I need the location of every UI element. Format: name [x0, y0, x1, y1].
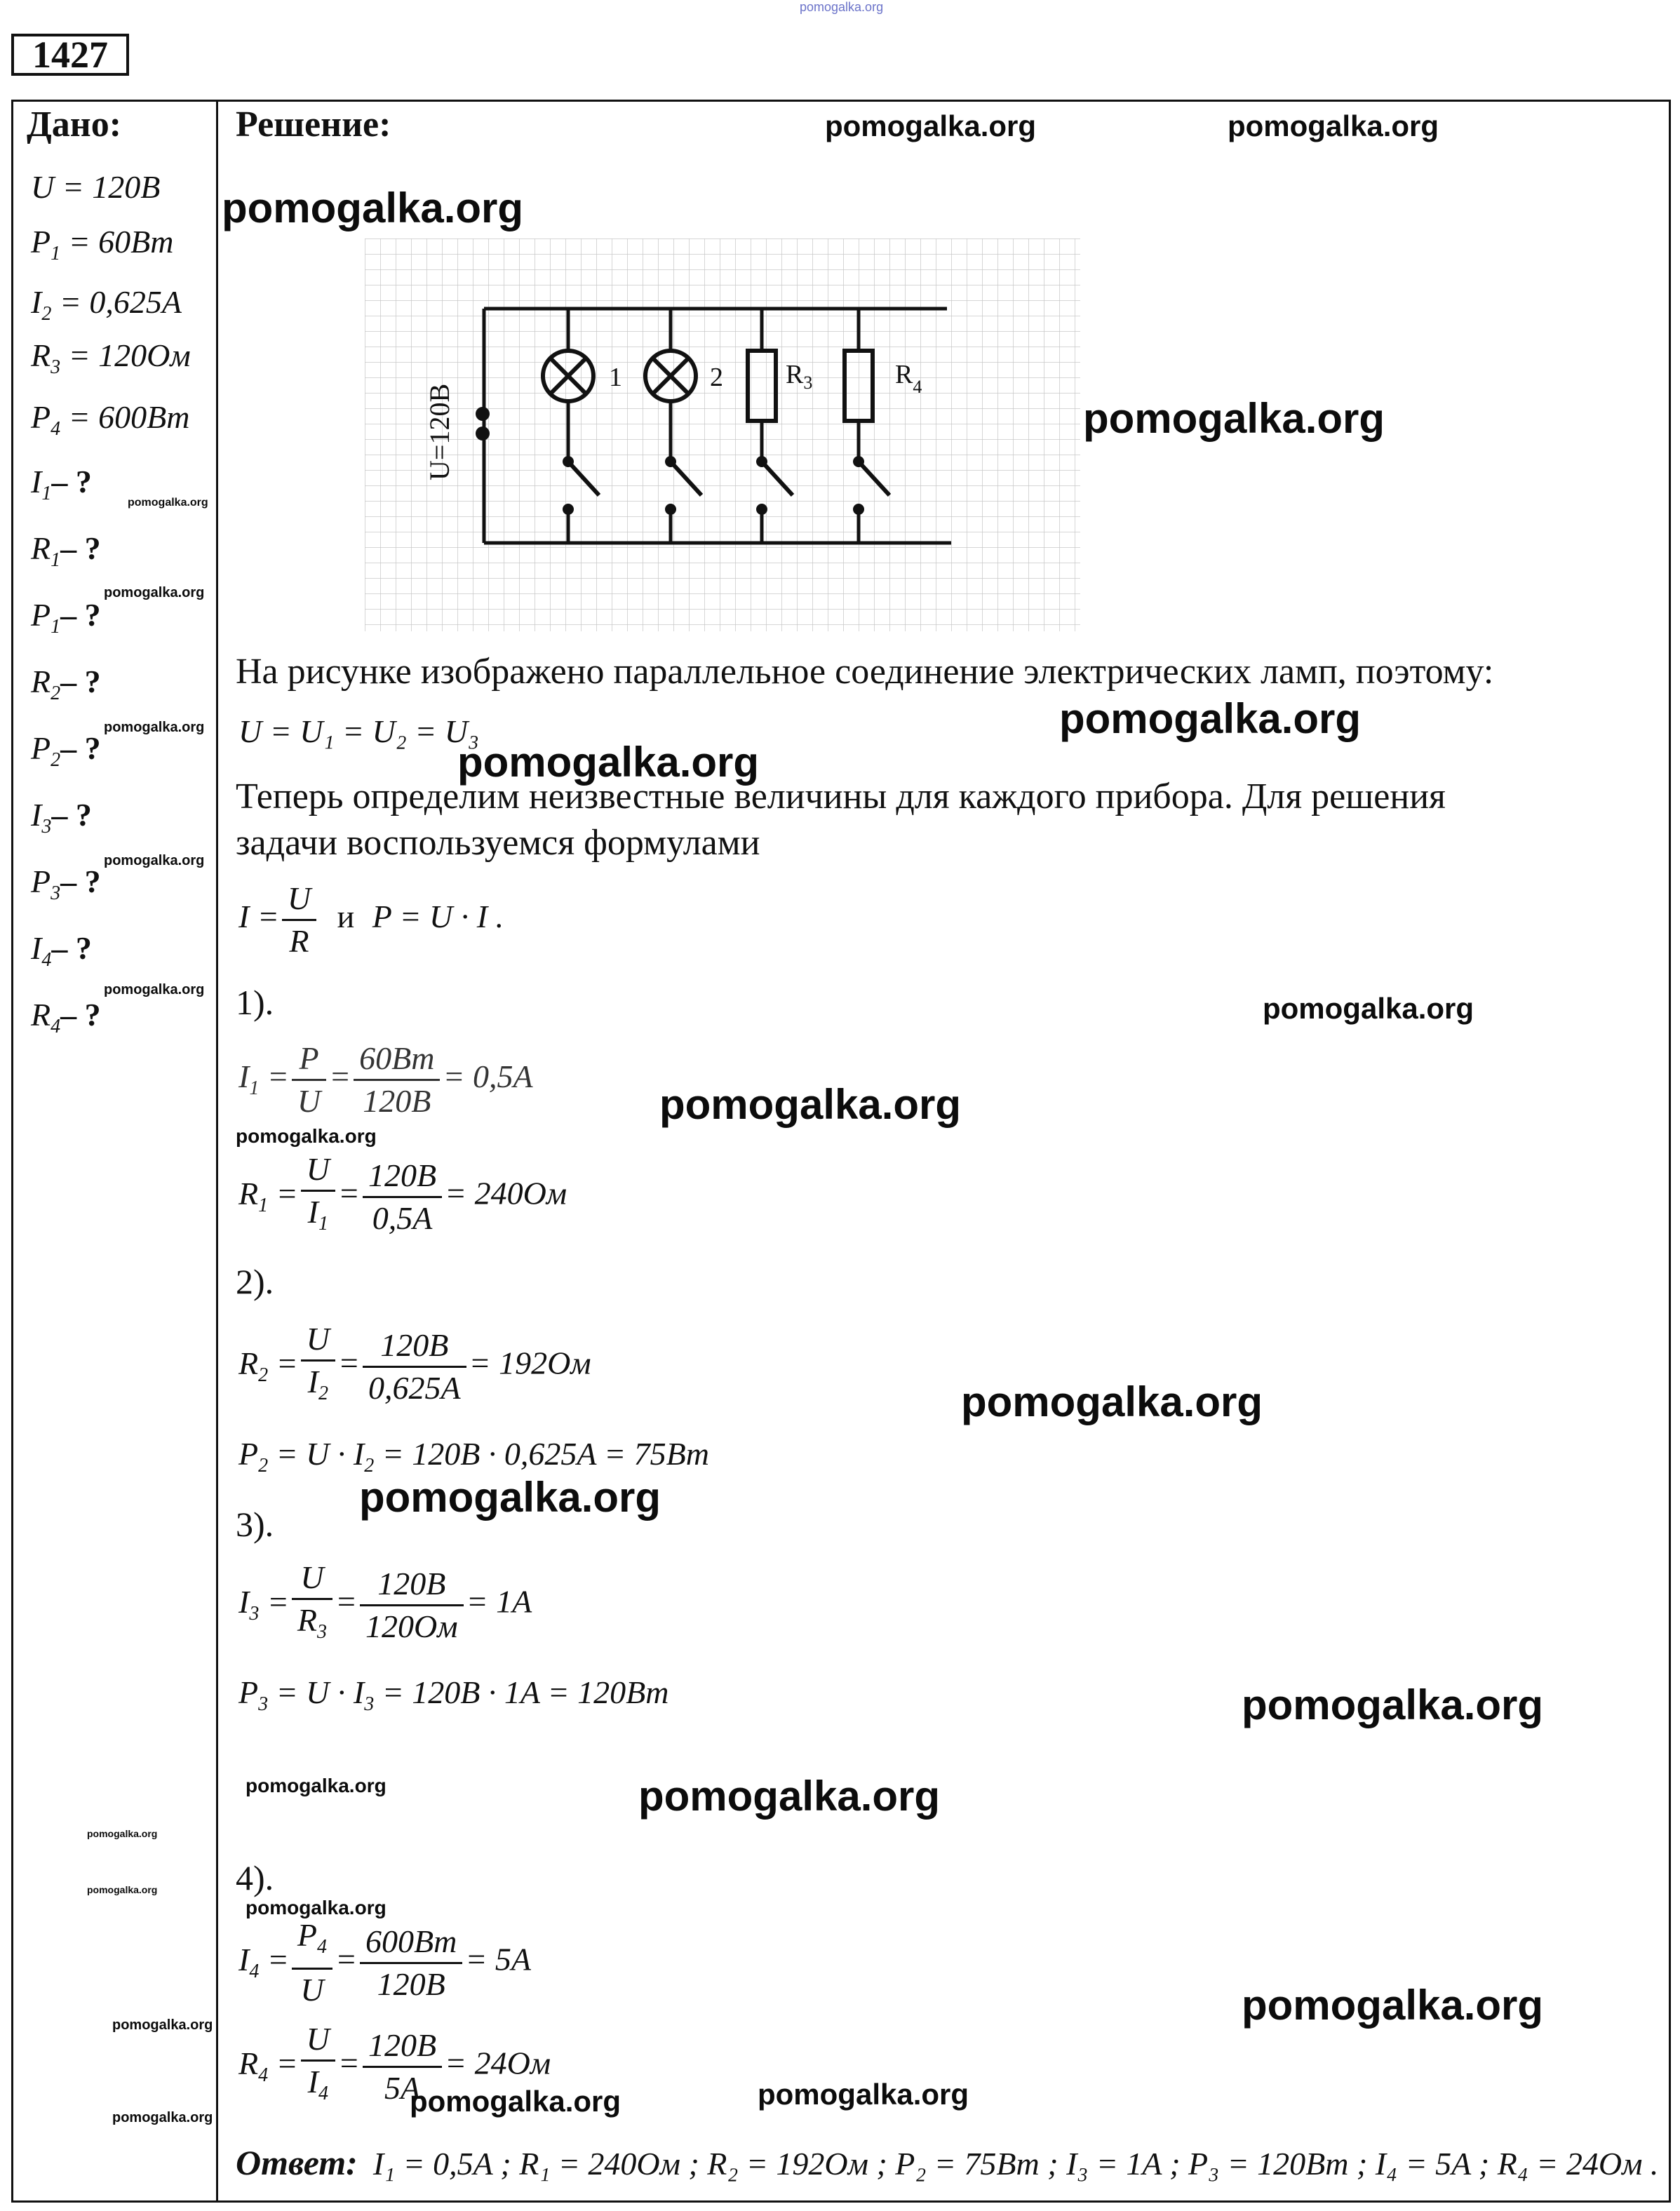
- voltage-label: U=120B: [424, 383, 455, 480]
- step-2-label: 2).: [236, 1262, 274, 1301]
- answer-label: Ответ:: [236, 2143, 358, 2182]
- unknown-item: $R_1-$ ?: [31, 530, 101, 572]
- text-line-1: Теперь определим неизвестные величины для каждого прибора. Для решения: [236, 777, 1446, 816]
- watermark: pomogalka.org: [638, 1773, 941, 1820]
- watermark: pomogalka.org: [104, 853, 205, 868]
- terminal-dot: [476, 426, 490, 441]
- watermark: pomogalka.org: [961, 1378, 1263, 1425]
- given-item: $R_3 = 120Ом$: [31, 337, 191, 379]
- grid-paper: [365, 238, 1080, 631]
- text-line-2: задачи воспользуемся формулами: [236, 823, 760, 863]
- watermark: pomogalka.org: [222, 184, 524, 231]
- watermark: pomogalka.org: [457, 739, 760, 786]
- lamp-2-label: 2: [710, 363, 723, 392]
- watermark: pomogalka.org: [1083, 395, 1385, 442]
- given-item: $P_1 = 60Bm$: [31, 224, 174, 265]
- watermark: pomogalka.org: [87, 1828, 158, 1839]
- watermark: pomogalka.org: [758, 2078, 969, 2111]
- resistor-3-label: $R_3$: [786, 360, 813, 393]
- step-1-label: 1).: [236, 983, 274, 1022]
- step-4-label: 4).: [236, 1858, 274, 1897]
- watermark: pomogalka.org: [87, 1884, 158, 1895]
- watermark: pomogalka.org: [112, 2017, 213, 2033]
- step-3-label: 3).: [236, 1505, 274, 1544]
- watermark: pomogalka.org: [236, 1125, 377, 1147]
- resistor-4-label: $R_4$: [895, 360, 922, 397]
- step-1-current-formula: $I_1$ = $\frac{P}{U}$ = $\frac{60Bm}{120B}$ = 0,5A: [238, 1038, 533, 1122]
- given-item: U = 120B: [31, 169, 161, 205]
- unknown-item: $R_4-$ ?: [31, 997, 101, 1038]
- watermark: pomogalka.org: [1242, 1982, 1544, 2029]
- step-2-resistance-formula: $R_2$ = $\frac{U}{I_2}$ = $\frac{120B}{0,625A}$ = 192Ом: [238, 1319, 591, 1414]
- answer-text: I₁ = 0,5A ; R₁ = 240Ом ; R₂ = 192Ом ; P₂ = 75Bm ; I₃ = 1A ; P₃ = 120Bm ; I₄ = 5A ; R₄ = 24Ом .: [372, 2146, 1659, 2182]
- watermark: pomogalka.org: [104, 720, 205, 735]
- step-4-resistance-formula: $R_4$ = $\frac{U}{I_4}$ = $\frac{120B}{5A}$ = 24Ом: [238, 2019, 551, 2114]
- watermark: pomogalka.org: [104, 585, 205, 600]
- watermark: pomogalka.org: [246, 1775, 387, 1796]
- step-3-power-formula: $P_3 = U \cdot I_3 = 120B \cdot 1A = 120Bm$: [238, 1674, 669, 1716]
- terminal-dot: [476, 407, 490, 421]
- step-2-power-formula: $P_2 = U \cdot I_2 = 120B \cdot 0,625A = 75Bm$: [238, 1436, 709, 1477]
- column-divider: [216, 100, 218, 2203]
- unknown-item: $I_3-$ ?: [31, 797, 92, 838]
- given-item: $I_2 = 0,625A$: [31, 284, 182, 325]
- watermark: pomogalka.org: [128, 497, 208, 509]
- unknown-item: $R_2-$ ?: [31, 664, 101, 705]
- unknown-item: $P_2-$ ?: [31, 730, 101, 772]
- step-1-resistance-formula: $R_1$ = $\frac{U}{I_1}$ = $\frac{120B}{0,5A}$ = 240Ом: [238, 1149, 567, 1244]
- watermark: pomogalka.org: [246, 1897, 387, 1918]
- unknown-item: $I_1-$ ?: [31, 464, 92, 505]
- top-watermark: pomogalka.org: [800, 0, 884, 14]
- watermark: pomogalka.org: [359, 1474, 661, 1521]
- step-4-current-formula: $I_4$ = $\frac{P_4}{U}$ = $\frac{600Bm}{120B}$ = 5A: [238, 1915, 531, 2010]
- watermark: pomogalka.org: [1263, 992, 1474, 1025]
- watermark: pomogalka.org: [112, 2110, 213, 2125]
- unknown-item: $I_4-$ ?: [31, 930, 92, 972]
- watermark: pomogalka.org: [1242, 1681, 1544, 1728]
- watermark: pomogalka.org: [659, 1081, 962, 1128]
- intro-text: На рисунке изображено параллельное соединение электрических ламп, поэтому:: [236, 652, 1494, 692]
- watermark: pomogalka.org: [410, 2085, 621, 2118]
- parallel-equation: U = U₁ = U₂ = U₃: [238, 713, 479, 749]
- ohm-law-formula: I = $\frac{U}{R}$ и P = U · I .: [238, 878, 504, 962]
- watermark: pomogalka.org: [1228, 109, 1439, 142]
- given-header: Дано:: [27, 105, 122, 145]
- watermark: pomogalka.org: [825, 109, 1037, 142]
- given-item: $P_4 = 600Bm$: [31, 399, 190, 441]
- watermark: pomogalka.org: [1059, 695, 1362, 742]
- step-3-current-formula: $I_3$ = $\frac{U}{R_3}$ = $\frac{120B}{120Ом}$ = 1A: [238, 1557, 532, 1653]
- circuit-diagram: [365, 238, 1080, 631]
- lamp-1-label: 1: [609, 363, 622, 392]
- unknown-item: $P_3-$ ?: [31, 863, 101, 905]
- problem-number: 1427: [11, 34, 129, 76]
- watermark: pomogalka.org: [104, 982, 205, 997]
- answer-line: [236, 2142, 1658, 2183]
- unknown-item: $P_1-$ ?: [31, 597, 101, 638]
- solution-header: Решение:: [236, 105, 391, 145]
